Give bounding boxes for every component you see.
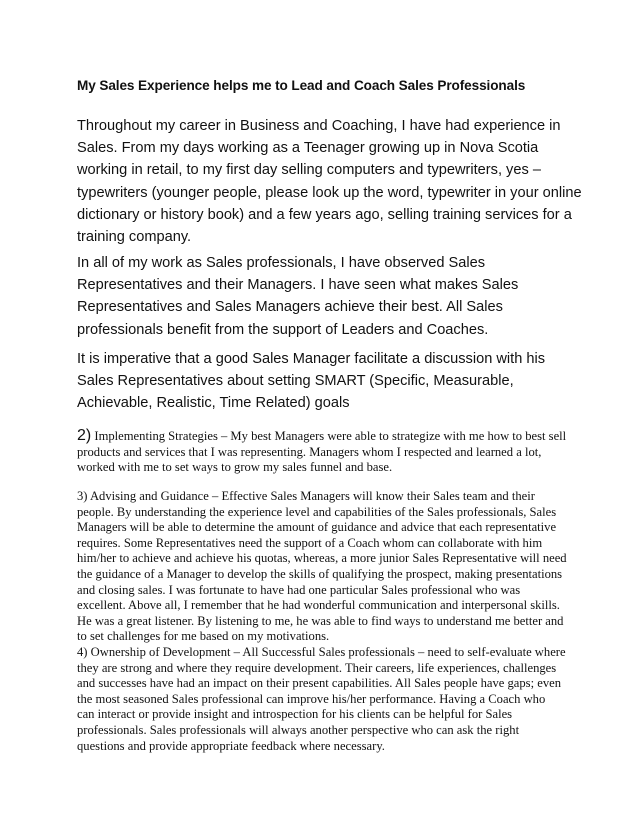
paragraph-line: worked with me to set ways to grow my sales funnel and base.	[77, 460, 393, 475]
paragraph-line: 4) Ownership of Development – All Successful Sales professionals – need to self-evaluate where	[77, 645, 566, 659]
paragraph-line: can interact or provide insight and introspection for his clients can be helpful for Sales	[77, 707, 513, 722]
section-number: 2)	[77, 427, 92, 444]
paragraph-line	[77, 428, 597, 445]
paragraph-line: questions and provide appropriate feedback where necessary.	[77, 738, 385, 753]
paragraph-line: excellent. Above all, I remember that he had wonderful communication and interpersonal skills.	[77, 598, 560, 613]
paragraph-line: him/her to achieve and achieve his quotas, whereas, a more junior Sales Representative will need	[77, 551, 567, 566]
paragraph-line: requires. Some Representatives need the support of a Coach whom can collaborate with him	[77, 535, 543, 550]
paragraph-line: Managers will be able to determine the amount of guidance and advice that each representative	[77, 520, 557, 535]
paragraph-line: Representatives and Sales Managers achieve their best. All Sales	[77, 299, 503, 316]
section-implementing-strategies	[77, 428, 597, 476]
paragraph-line: It is imperative that a good Sales Manager facilitate a discussion with his	[77, 351, 546, 367]
paragraph-line: Throughout my career in Business and Coaching, I have had experience in	[77, 118, 561, 134]
paragraph-smart-goals	[77, 348, 577, 415]
paragraph-line: professionals benefit from the support of Leaders and Coaches.	[77, 321, 489, 338]
paragraph-line: to set challenges for me based on my motivations.	[77, 629, 330, 644]
section-ownership-development	[77, 645, 597, 754]
document-title: My Sales Experience helps me to Lead and Coach Sales Professionals	[77, 78, 526, 93]
paragraph-line: and closing sales. I was fortunate to have had one particular Sales professional who was	[77, 582, 521, 597]
paragraph-line: He was a great listener. By listening to me, he was able to find ways to understand me better and	[77, 613, 564, 628]
paragraph-line: Achievable, Realistic, Time Related) goals	[77, 395, 350, 412]
paragraph-line: professionals. Sales professionals will always another perspective who can ask the right	[77, 722, 520, 737]
section-advising-guidance	[77, 489, 597, 645]
paragraph-line: In all of my work as Sales professionals, I have observed Sales	[77, 255, 486, 271]
paragraph-line: the guidance of a Manager to develop the skills of qualifying the prospect, making presentations	[77, 566, 563, 581]
paragraph-line: the most seasoned Sales professional can improve his/her performance. Having a Coach who	[77, 691, 546, 706]
paragraph-intro	[77, 115, 582, 248]
section-text: Implementing Strategies – My best Managers were able to strategize with me how to best sell	[91, 429, 567, 443]
paragraph-line: they are strong and where they require development. Their careers, life experiences, challenges	[77, 660, 557, 675]
paragraph-line: training company.	[77, 229, 192, 246]
paragraph-line: 3) Advising and Guidance – Effective Sales Managers will know their Sales team and their	[77, 489, 535, 503]
paragraph-line: typewriters (younger people, please look up the word, typewriter in your online	[77, 184, 582, 201]
paragraph-line: dictionary or history book) and a few years ago, selling training services for a	[77, 206, 572, 223]
paragraph-line: Sales Representatives about setting SMART (Specific, Measurable,	[77, 373, 514, 390]
paragraph-line: Representatives and their Managers. I have seen what makes Sales	[77, 277, 519, 294]
paragraph-line: working in retail, to my first day selling computers and typewriters, yes –	[77, 162, 541, 179]
paragraph-observations	[77, 252, 577, 341]
paragraph-line: and successes have had an impact on their present capabilities. All Sales people have gaps; even	[77, 676, 561, 691]
paragraph-line: products and services that I was representing. Managers whom I respected and learned a lot,	[77, 444, 542, 459]
paragraph-line: people. By understanding the experience level and capabilities of the Sales professionals, Sales	[77, 504, 557, 519]
paragraph-line: Sales. From my days working as a Teenager growing up in Nova Scotia	[77, 140, 539, 157]
